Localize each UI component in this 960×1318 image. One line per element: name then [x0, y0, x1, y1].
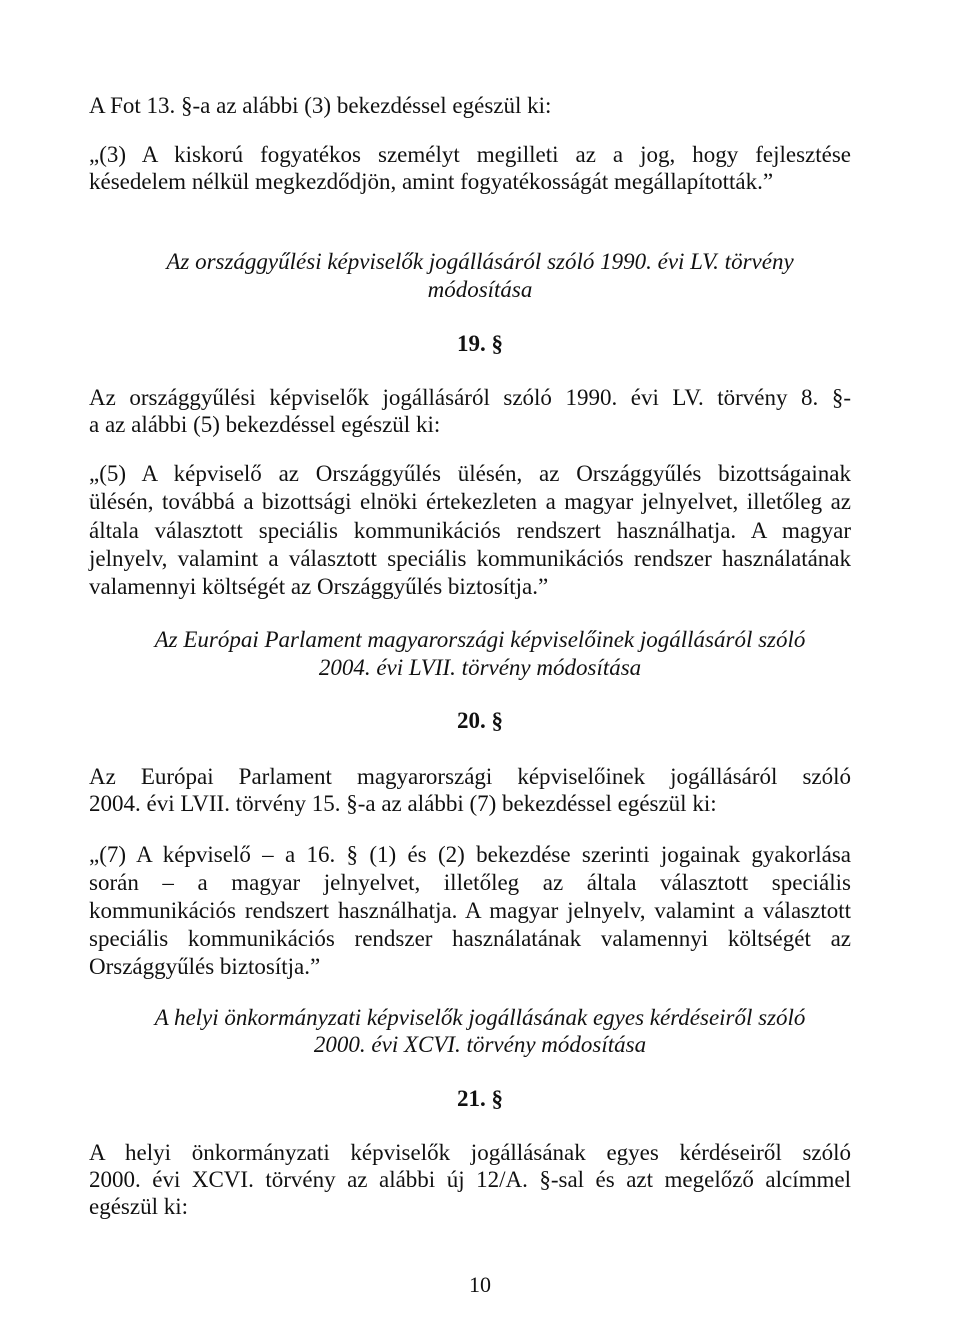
paragraph-21-line-3: egészül ki:: [89, 1194, 188, 1219]
quote-7-line-4: speciális kommunikációs rendszer használatának valamennyi költségét az: [89, 926, 851, 951]
paragraph-21-line-2: 2000. évi XCVI. törvény az alábbi új 12/A. §-sal és azt megelőző alcímmel: [89, 1167, 851, 1192]
paragraph-21-line-1: A helyi önkormányzati képviselők jogállásának egyes kérdéseiről szóló: [89, 1140, 851, 1165]
section-19-title-line-1: Az országgyűlési képviselők jogállásáról szóló 1990. évi LV. törvény: [166, 249, 794, 274]
section-20-title-line-2: 2004. évi LVII. törvény módosítása: [318, 655, 642, 680]
quote-7-line-1: „(7) A képviselő – a 16. § (1) és (2) bekezdése szerinti jogainak gyakorlása: [89, 842, 851, 867]
quote-5-line-1: „(5) A képviselő az Országgyűlés ülésén, az Országgyűlés bizottságainak: [89, 461, 851, 486]
paragraph-19-line-1: Az országgyűlési képviselők jogállásáról szóló 1990. évi LV. törvény 8. §-: [89, 385, 851, 410]
section-21-title-line-2: 2000. évi XCVI. törvény módosítása: [313, 1032, 647, 1057]
page-number: 10: [469, 1272, 491, 1297]
paragraph-13-line: A Fot 13. §-a az alábbi (3) bekezdéssel egészül ki:: [89, 93, 552, 118]
quote-5-line-5: valamennyi költségét az Országgyűlés biztosítja.”: [89, 574, 549, 599]
section-19-title-line-2: módosítása: [427, 277, 533, 302]
quote-5-line-4: jelnyelv, valamint a választott speciális kommunikációs rendszer használatának: [89, 546, 851, 571]
quote-7-line-3: kommunikációs rendszert használhatja. A magyar jelnyelv, valamint a választott: [89, 898, 851, 923]
quote-5-line-3: általa választott speciális kommunikációs rendszert használhatja. A magyar: [89, 518, 851, 543]
section-20-title-line-1: Az Európai Parlament magyarországi képviselőinek jogállásáról szóló: [154, 627, 806, 652]
section-21-title-line-1: A helyi önkormányzati képviselők jogállásának egyes kérdéseiről szóló: [154, 1005, 806, 1030]
paragraph-20-line-2: 2004. évi LVII. törvény 15. §-a az alábbi (7) bekezdéssel egészül ki:: [89, 791, 717, 816]
quote-7-line-5: Országgyűlés biztosítja.”: [89, 954, 321, 979]
quote-3-line-1: „(3) A kiskorú fogyatékos személyt megilleti az a jog, hogy fejlesztése: [89, 142, 851, 167]
quote-3-line-2: késedelem nélkül megkezdődjön, amint fogyatékosságát megállapították.”: [89, 169, 774, 194]
quote-7-line-2: során – a magyar jelnyelvet, illetőleg az általa választott speciális: [89, 870, 851, 895]
paragraph-19-line-2: a az alábbi (5) bekezdéssel egészül ki:: [89, 412, 441, 437]
quote-5-line-2: ülésén, továbbá a bizottsági elnöki értekezleten a magyar jelnyelvet, illetőleg az: [89, 489, 851, 514]
section-19-number: 19. §: [457, 331, 503, 356]
section-20-number: 20. §: [457, 708, 503, 733]
section-21-number: 21. §: [457, 1086, 503, 1111]
paragraph-20-line-1: Az Európai Parlament magyarországi képviselőinek jogállásáról szóló: [89, 764, 851, 789]
